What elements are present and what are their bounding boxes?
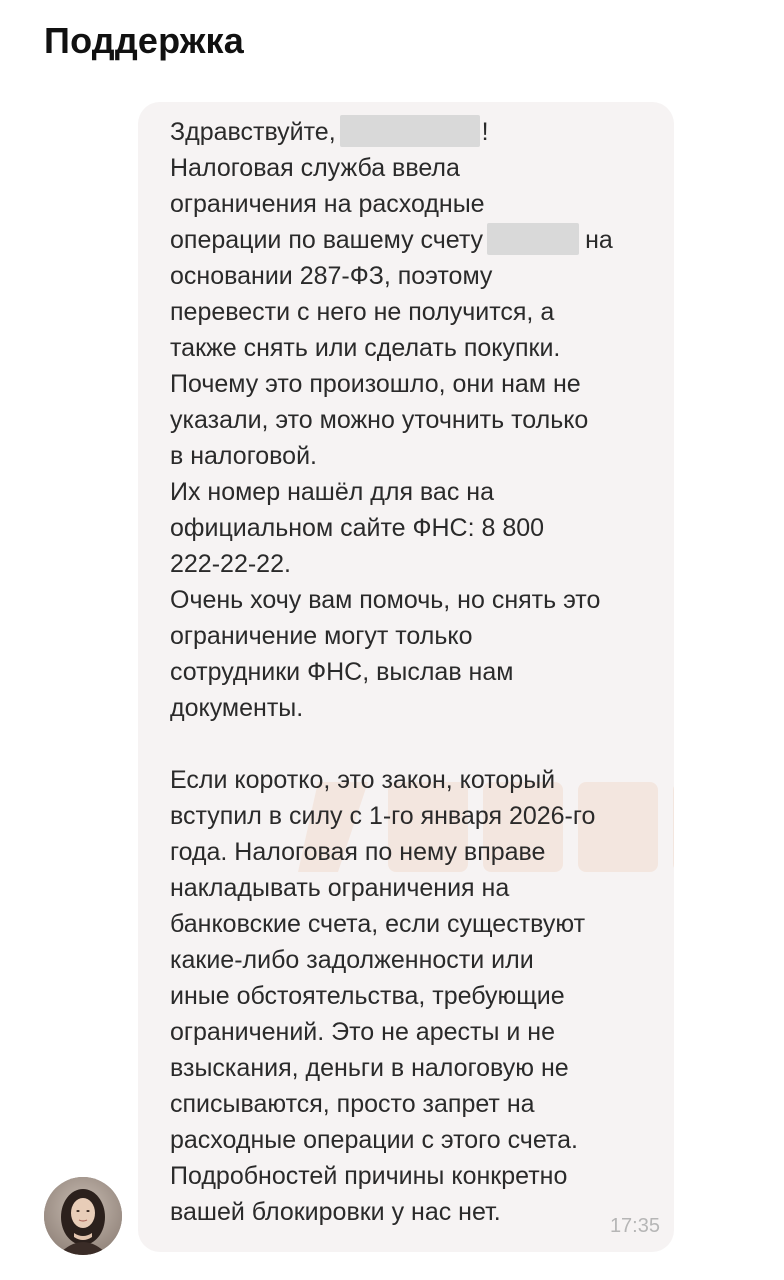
message-line: в налоговой. (170, 442, 317, 470)
message-timestamp: 17:35 (609, 1215, 660, 1237)
message-line: ограничение могут только (170, 622, 473, 650)
message-line: Очень хочу вам помочь, но снять это (170, 586, 601, 614)
message-line: ограничений. Это не аресты и не (170, 1018, 555, 1046)
message-line: ограничения на расходные (170, 190, 485, 218)
message-line: накладывать ограничения на (170, 874, 510, 902)
message-line-account: операции по вашему счету на (170, 222, 648, 258)
message-line: сотрудники ФНС, выслав нам (170, 658, 514, 686)
message-line: какие-либо задолженности или (170, 946, 534, 974)
message-line: списываются, просто запрет на (170, 1090, 535, 1118)
redacted-name (340, 115, 480, 147)
message-line: перевести с него не получится, а (170, 298, 555, 326)
message-line: года. Налоговая по нему вправе (170, 838, 546, 866)
message-line: Если коротко, это закон, который (170, 766, 556, 794)
message-line: официальном сайте ФНС: 8 800 (170, 514, 545, 542)
message-blank-line (170, 726, 648, 762)
message-line: взыскания, деньги в налоговую не (170, 1054, 569, 1082)
message-line: Налоговая служба ввела (170, 154, 460, 182)
message-line-greeting: Здравствуйте, ! (170, 114, 648, 150)
message-line: Их номер нашёл для вас на (170, 478, 494, 506)
support-agent-avatar[interactable] (44, 1177, 122, 1255)
message-line: также снять или сделать покупки. (170, 334, 561, 362)
message-line: документы. (170, 694, 304, 722)
message-line: вашей блокировки у нас нет. (170, 1198, 501, 1226)
message-line: указали, это можно уточнить только (170, 406, 589, 434)
message-line: Подробностей причины конкретно (170, 1162, 568, 1190)
message-line: банковские счета, если существуют (170, 910, 586, 938)
message-line: расходные операции с этого счета. (170, 1126, 578, 1154)
message-line: 222-22-22. (170, 550, 291, 578)
message-line: Почему это произошло, они нам не (170, 370, 581, 398)
support-message-bubble[interactable] (138, 102, 674, 1252)
redacted-account (487, 223, 579, 255)
message-line: основании 287-ФЗ, поэтому (170, 262, 493, 290)
message-line: иные обстоятельства, требующие (170, 982, 565, 1010)
avatar-portrait-icon (44, 1177, 122, 1255)
page-title: Поддержка (44, 20, 244, 61)
message-line: вступил в силу с 1-го января 2026-го (170, 802, 596, 830)
